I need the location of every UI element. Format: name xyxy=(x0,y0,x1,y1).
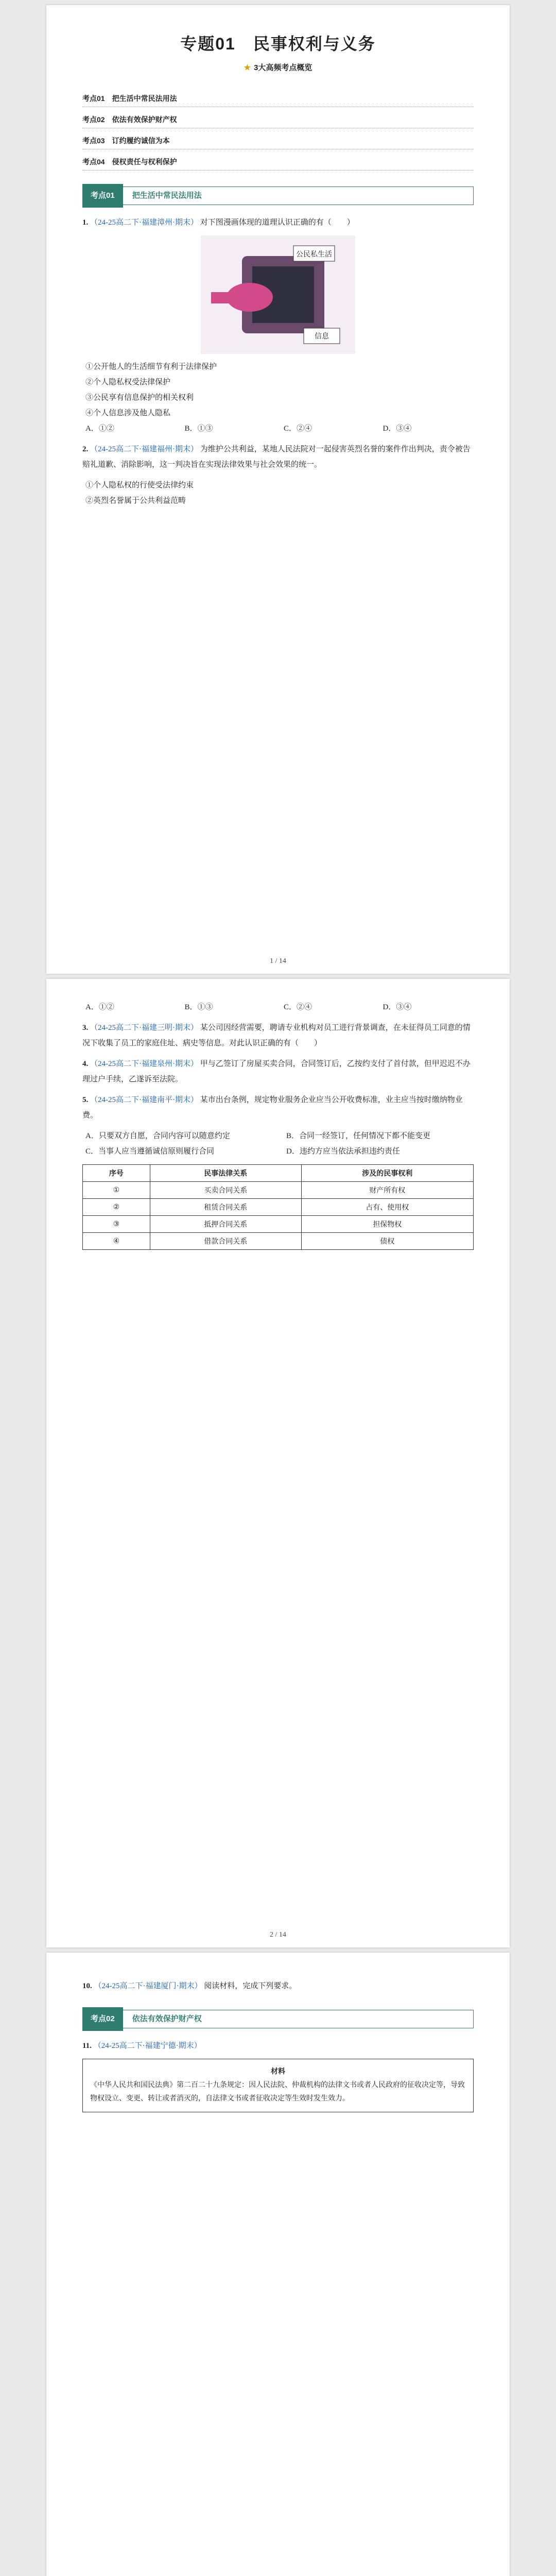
statement: ②英烈名誉属于公共利益范畴 xyxy=(85,497,186,505)
question-text: 甲与乙签订了房屋买卖合同，合同签订后，乙按约支付了首付款，但甲迟迟不办理过户手续，乙遂诉至法院。 xyxy=(82,1060,471,1083)
table-cell: 担保物权 xyxy=(301,1216,473,1233)
section-header xyxy=(82,184,474,208)
material-box xyxy=(82,2059,474,2112)
question-number: 10. xyxy=(82,1982,92,1990)
statement: ③公民享有信息保护的相关权利 xyxy=(85,394,194,402)
statement: ②个人隐私权受法律保护 xyxy=(85,378,171,386)
cartoon-image xyxy=(201,235,355,354)
question-source: （24-25高二下·福建福州·期末） xyxy=(90,445,198,453)
choice-option[interactable]: B．①③ xyxy=(184,1003,213,1011)
table-cell: 财产所有权 xyxy=(301,1182,473,1199)
subtitle-text: 3大高频考点概览 xyxy=(254,63,312,72)
question-source: （24-25高二下·福建厦门·期末） xyxy=(94,1982,202,1990)
table-cell: ① xyxy=(83,1182,150,1199)
table-header: 序号 xyxy=(83,1165,150,1182)
choice-option[interactable]: D．③④ xyxy=(383,425,412,433)
table-row xyxy=(83,1199,474,1216)
document-page-2 xyxy=(46,979,510,1947)
star-icon: ★ xyxy=(244,63,251,72)
table-cell: 抵押合同关系 xyxy=(150,1216,301,1233)
table-row xyxy=(83,1216,474,1233)
toc-item[interactable]: 考点03 订约履约诚信为本 xyxy=(82,128,474,149)
question-text: 某市出台条例，规定物业服务企业应当公开收费标准，业主应当按时缴纳物业费。 xyxy=(82,1096,463,1120)
table-header: 民事法律关系 xyxy=(150,1165,301,1182)
question-11 xyxy=(82,2038,474,2054)
question-source: （24-25高二下·福建三明·期末） xyxy=(90,1024,198,1032)
document-page-1 xyxy=(46,5,510,974)
question-5 xyxy=(82,1092,474,1123)
question-source: （24-25高二下·福建泉州·期末） xyxy=(90,1060,198,1068)
section-tag: 考点02 xyxy=(82,2007,123,2031)
question-number: 5. xyxy=(82,1096,89,1104)
table-cell: 借款合同关系 xyxy=(150,1233,301,1250)
choice-row xyxy=(82,421,474,436)
question-text: 为维护公共利益，某地人民法院对一起侵害英烈名誉的案件作出判决，责令被告赔礼道歉、消除影响，这一判决旨在实现法律效果与社会效果的统一。 xyxy=(82,445,471,469)
rights-table xyxy=(82,1164,474,1250)
table-cell: ③ xyxy=(83,1216,150,1233)
choice-row xyxy=(82,999,474,1015)
question-source: （24-25高二下·福建漳州·期末） xyxy=(90,218,198,227)
material-title: 材料 xyxy=(271,2068,285,2076)
choice-grid xyxy=(82,1128,474,1159)
table-cell: 债权 xyxy=(301,1233,473,1250)
choice-option[interactable]: B．①③ xyxy=(184,425,213,433)
question-1 xyxy=(82,215,474,230)
table-of-contents xyxy=(82,86,474,171)
section-header xyxy=(82,2007,474,2031)
question-number: 11. xyxy=(82,2042,92,2050)
choice-option[interactable]: B．合同一经签订，任何情况下都不能变更 xyxy=(286,1132,431,1140)
choice-option[interactable]: D．③④ xyxy=(383,1003,412,1011)
table-cell: ② xyxy=(83,1199,150,1216)
choice-option[interactable]: C．当事人应当遵循诚信原则履行合同 xyxy=(85,1147,215,1156)
choice-option[interactable]: A．只要双方自愿，合同内容可以随意约定 xyxy=(85,1132,230,1140)
question-10 xyxy=(82,1978,474,1994)
question-text: 某公司因经营需要，聘请专业机构对员工进行背景调查，在未征得员工同意的情况下收集了员工的家庭住址、病史等信息。对此认识正确的有（ ） xyxy=(82,1024,471,1047)
statement: ①个人隐私权的行使受法律约束 xyxy=(85,481,194,489)
toc-item[interactable]: 考点01 把生活中常民法用法 xyxy=(82,86,474,107)
toc-item[interactable]: 考点04 侵权责任与权利保护 xyxy=(82,149,474,171)
question-text: 阅读材料，完成下列要求。 xyxy=(204,1982,297,1990)
choice-option[interactable]: A．①② xyxy=(85,1003,114,1011)
table-cell: ④ xyxy=(83,1233,150,1250)
document-subtitle xyxy=(82,62,474,73)
question-number: 1. xyxy=(82,218,89,227)
document-page-3 xyxy=(46,1953,510,2576)
section-tag: 考点01 xyxy=(82,184,123,208)
question-number: 4. xyxy=(82,1060,89,1068)
material-text: 《中华人民共和国民法典》第二百二十九条规定：因人民法院、仲裁机构的法律文书或者人民政府的征收决定等，导致物权设立、变更、转让或者消灭的，自法律文书或者征收决定等生效时发生效力。 xyxy=(90,2081,465,2103)
statement: ④个人信息涉及他人隐私 xyxy=(85,409,171,417)
statement: ①公开他人的生活细节有利于法律保护 xyxy=(85,363,217,371)
table-cell: 买卖合同关系 xyxy=(150,1182,301,1199)
cartoon-label: 公民私生活 xyxy=(296,250,332,259)
page-number: 1 / 14 xyxy=(270,957,286,965)
cartoon-label: 信息 xyxy=(315,332,329,341)
table-cell: 租赁合同关系 xyxy=(150,1199,301,1216)
choice-option[interactable]: C．②④ xyxy=(284,425,312,433)
table-header: 涉及的民事权利 xyxy=(301,1165,473,1182)
question-source: （24-25高二下·福建南平·期末） xyxy=(90,1096,198,1104)
toc-item[interactable]: 考点02 依法有效保护财产权 xyxy=(82,107,474,128)
table-row xyxy=(83,1233,474,1250)
question-3 xyxy=(82,1020,474,1051)
choice-option[interactable]: A．①② xyxy=(85,425,114,433)
question-number: 2. xyxy=(82,445,89,453)
question-number: 3. xyxy=(82,1024,89,1032)
question-2 xyxy=(82,442,474,472)
choice-option[interactable]: C．②④ xyxy=(284,1003,312,1011)
document-title: 专题01 民事权利与义务 xyxy=(180,35,376,53)
section-name: 依法有效保护财产权 xyxy=(123,2010,474,2028)
section-name: 把生活中常民法用法 xyxy=(123,187,474,205)
table-row xyxy=(83,1182,474,1199)
page-number: 2 / 14 xyxy=(270,1931,286,1939)
table-cell: 占有、使用权 xyxy=(301,1199,473,1216)
question-source: （24-25高二下·福建宁德·期末） xyxy=(93,2042,202,2050)
question-4 xyxy=(82,1056,474,1087)
choice-option[interactable]: D．违约方应当依法承担违约责任 xyxy=(286,1147,400,1156)
question-text: 对下图漫画体现的道理认识正确的有（ ） xyxy=(200,218,355,227)
